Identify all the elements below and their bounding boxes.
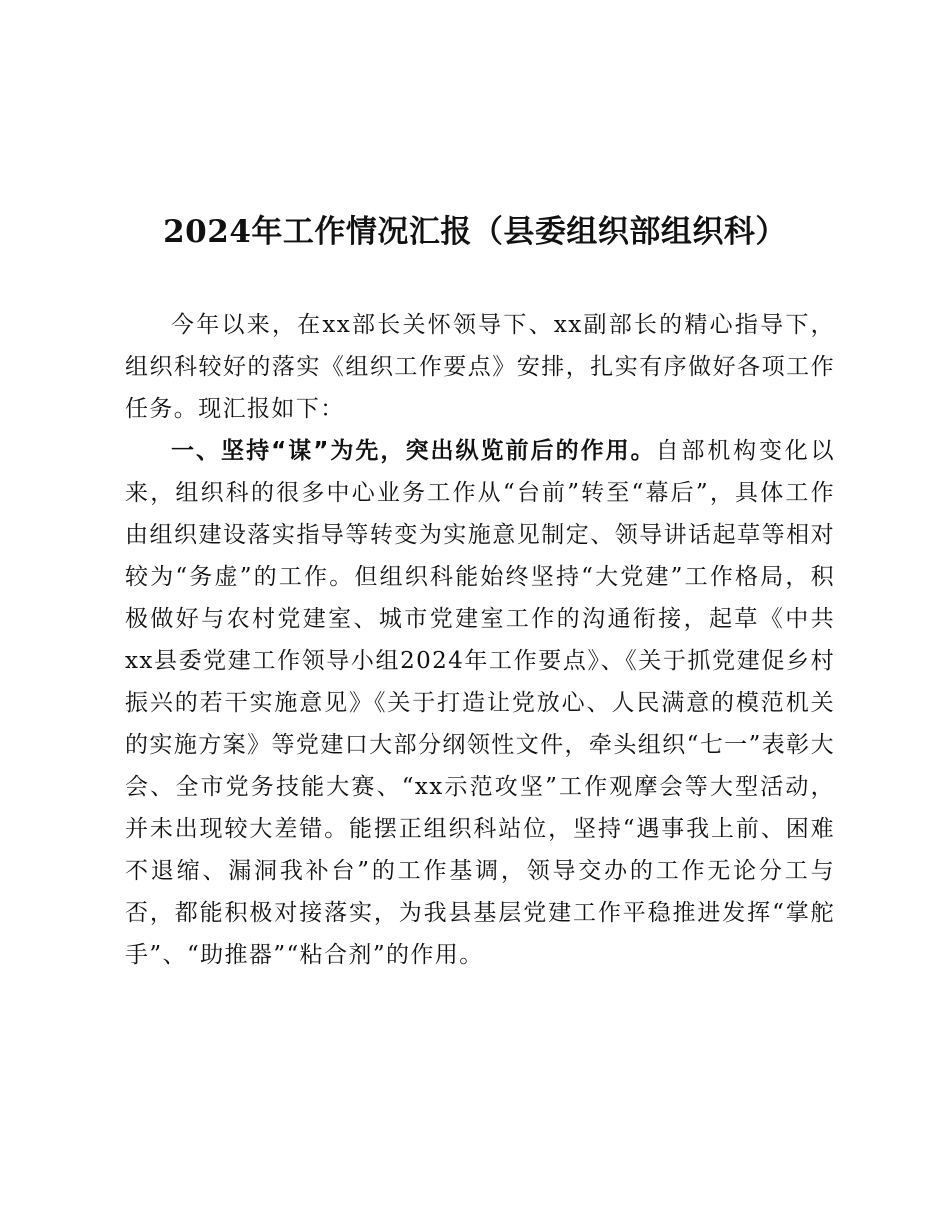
intro-paragraph-text: 今年以来，在xx部长关怀领导下、xx副部长的精心指导下，组织科较好的落实《组织工作要点》安排，扎实有序做好各项工作任务。现汇报如下： (125, 312, 835, 422)
document-body (125, 304, 835, 976)
document-title: 2024年工作情况汇报（县委组织部组织科） (163, 214, 787, 250)
section-one-paragraph (125, 430, 835, 976)
section-one-text: 自部机构变化以来，组织科的很多中心业务工作从“台前”转至“幕后”，具体工作由组织建设落实指导等转变为实施意见制定、领导讲话起草等相对较为“务虚”的工作。但组织科能始终坚持“大党建”工作格局，积极做好与农村党建室、城市党建室工作的沟通衔接，起草《中共xx县委党建工作领导小组2024年工作要点》、《关于抓党建促乡村振兴的若干实施意见》《关于打造让党放心、人民满意的模范机关的实施方案》等党建口大部分纲领性文件，牵头组织“七一”表彰大会、全市党务技能大赛、“xx示范攻坚”工作观摩会等大型活动，并未出现较大差错。能摆正组织科站位，坚持“遇事我上前、困难不退缩、漏洞我补台”的工作基调，领导交办的工作无论分工与否，都能积极对接落实，为我县基层党建工作平稳推进发挥“掌舵手”、“助推器”“粘合剂”的作用。 (125, 438, 835, 968)
section-one-heading: 一、坚持“谋”为先，突出纵览前后的作用。 (171, 438, 656, 464)
intro-paragraph (125, 304, 835, 430)
